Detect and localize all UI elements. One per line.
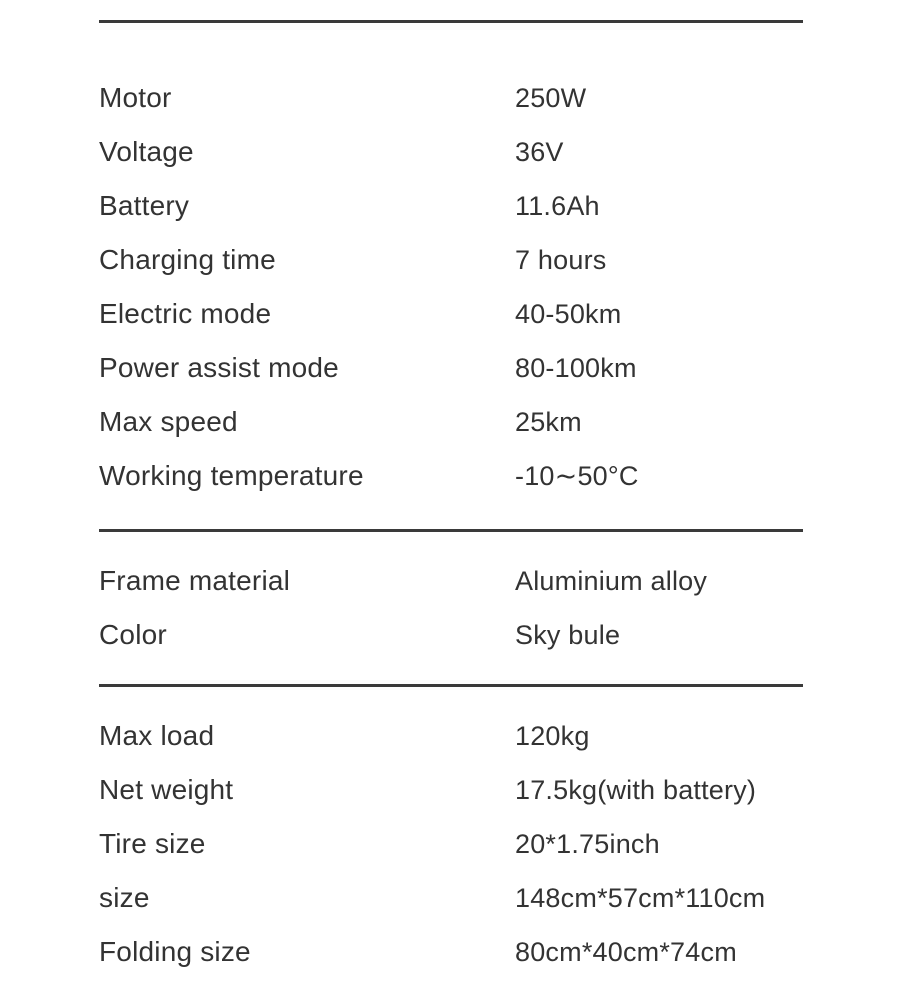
spec-row-folding-size — [99, 925, 803, 979]
spec-value: 148cm*57cm*110cm — [515, 882, 766, 913]
spec-section-material — [99, 532, 803, 662]
spec-value: 80cm*40cm*74cm — [515, 936, 737, 967]
spec-label: Battery — [99, 190, 190, 221]
spec-row-size — [99, 871, 803, 925]
spec-row-charging-time — [99, 233, 803, 287]
spec-label: Net weight — [99, 774, 234, 805]
spec-row-battery — [99, 179, 803, 233]
spec-value: Aluminium alloy — [515, 565, 708, 596]
spec-value: 120kg — [515, 720, 590, 751]
spec-row-max-load — [99, 709, 803, 763]
spec-label: Motor — [99, 82, 172, 113]
spec-sheet — [99, 0, 803, 979]
spec-label: Tire size — [99, 828, 206, 859]
spec-section-dimensions — [99, 687, 803, 979]
spec-label: size — [99, 882, 150, 913]
spec-label: Max load — [99, 720, 215, 751]
spec-row-frame-material — [99, 554, 803, 608]
spec-label: Max speed — [99, 406, 238, 437]
spec-value: 7 hours — [515, 244, 607, 275]
spec-value: -10∼50°C — [515, 460, 639, 491]
spec-label: Voltage — [99, 136, 194, 167]
spec-row-net-weight — [99, 763, 803, 817]
spec-label: Charging time — [99, 244, 276, 275]
spec-label: Power assist mode — [99, 352, 339, 383]
spec-row-motor — [99, 71, 803, 125]
spec-row-electric-mode — [99, 287, 803, 341]
spec-row-tire-size — [99, 817, 803, 871]
spec-row-working-temperature — [99, 449, 803, 503]
spec-label: Frame material — [99, 565, 291, 596]
spec-label: Working temperature — [99, 460, 364, 491]
spec-value: 250W — [515, 82, 587, 113]
spec-row-voltage — [99, 125, 803, 179]
spec-value: 80-100km — [515, 352, 637, 383]
spec-label: Color — [99, 619, 167, 650]
spec-value: 11.6Ah — [515, 190, 600, 221]
spec-value: 17.5kg(with battery) — [515, 774, 757, 805]
spec-value: 25km — [515, 406, 582, 437]
spec-value: 20*1.75inch — [515, 828, 660, 859]
spec-section-power — [99, 23, 803, 503]
spec-row-power-assist-mode — [99, 341, 803, 395]
spec-row-max-speed — [99, 395, 803, 449]
spec-label: Electric mode — [99, 298, 272, 329]
spec-row-color — [99, 608, 803, 662]
spec-value: 36V — [515, 136, 564, 167]
spec-value: 40-50km — [515, 298, 622, 329]
spec-value: Sky bule — [515, 619, 621, 650]
spec-label: Folding size — [99, 936, 251, 967]
